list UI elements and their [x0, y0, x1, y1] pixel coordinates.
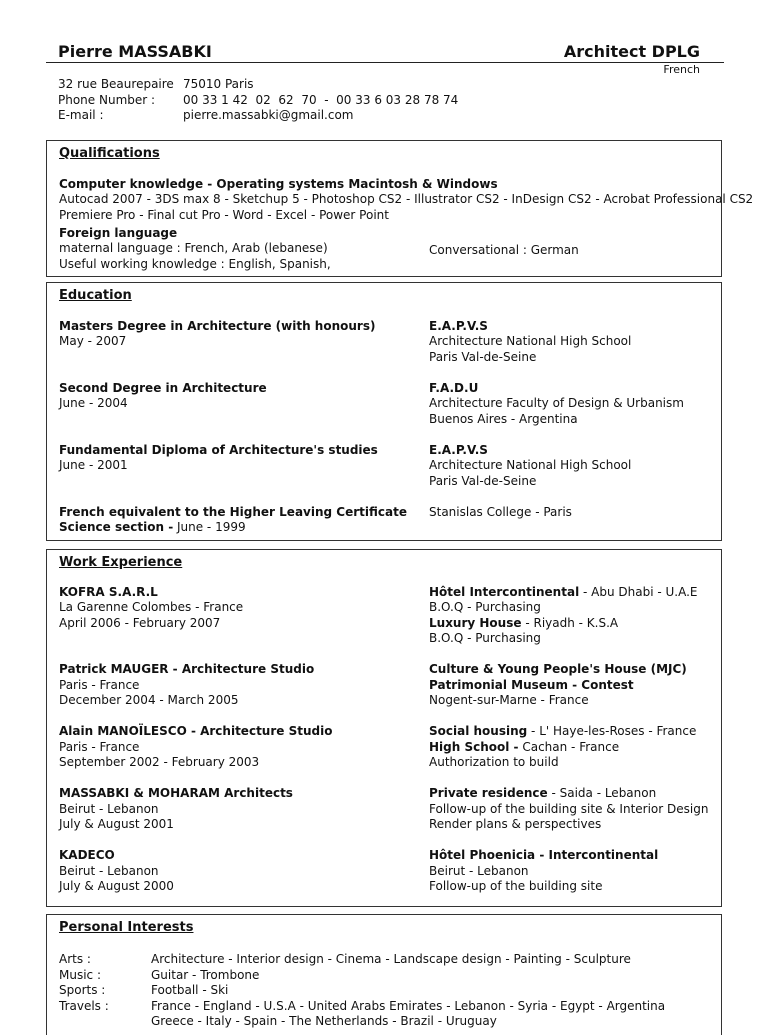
- nationality: French: [663, 63, 700, 76]
- email-label: E-mail :: [58, 108, 104, 122]
- work-dates: December 2004 - March 2005: [59, 693, 239, 707]
- project-name: Hôtel Phoenicia - Intercontinental: [429, 848, 659, 862]
- work-place: Paris - France: [59, 678, 140, 692]
- work-project-line: B.O.Q - Purchasing: [429, 600, 541, 614]
- candidate-name: Pierre MASSABKI: [58, 42, 212, 61]
- education-school-line: Buenos Aires - Argentina: [429, 412, 578, 426]
- phone-label: Phone Number :: [58, 93, 156, 107]
- project-name: Culture & Young People's House (MJC): [429, 662, 687, 676]
- conversational-language: Conversational : German: [429, 243, 579, 257]
- work-dates: September 2002 - February 2003: [59, 755, 260, 769]
- project-detail: - Saida - Lebanon: [547, 786, 657, 800]
- interest-label: Travels :: [59, 999, 109, 1013]
- work-dates: July & August 2001: [59, 817, 174, 831]
- work-dates: July & August 2000: [59, 879, 174, 893]
- education-section-label: Science section -: [59, 520, 174, 534]
- work-project-line: [429, 724, 696, 740]
- interest-label: Sports :: [59, 983, 106, 997]
- education-school-line: Architecture Faculty of Design & Urbanism: [429, 396, 684, 410]
- work-place: La Garenne Colombes - France: [59, 600, 244, 614]
- work-project-line: [429, 740, 619, 756]
- project-name: High School -: [429, 740, 519, 754]
- work-project-line: Nogent-sur-Marne - France: [429, 693, 589, 707]
- education-school-line: Architecture National High School: [429, 458, 632, 472]
- section-title-qualifications: Qualifications: [59, 146, 160, 161]
- project-detail: - Riyadh - K.S.A: [521, 616, 619, 630]
- education-school: Stanislas College - Paris: [429, 505, 572, 519]
- project-detail: Cachan - France: [518, 740, 620, 754]
- software-list-line-2: Premiere Pro - Final cut Pro - Word - Excel - Power Point: [59, 208, 389, 222]
- work-project-line: Render plans & perspectives: [429, 817, 602, 831]
- project-detail: - Abu Dhabi - U.A.E: [579, 585, 698, 599]
- education-school-line: Paris Val-de-Seine: [429, 350, 537, 364]
- education-degree: Masters Degree in Architecture (with honours): [59, 319, 376, 333]
- work-company: Patrick MAUGER - Architecture Studio: [59, 662, 315, 676]
- project-name: Social housing: [429, 724, 528, 738]
- job-title: Architect DPLG: [563, 42, 700, 61]
- education-degree: Second Degree in Architecture: [59, 381, 267, 395]
- maternal-language: maternal language : French, Arab (lebanese): [59, 241, 328, 255]
- education-degree: French equivalent to the Higher Leaving Certificate: [59, 505, 407, 519]
- useful-language: Useful working knowledge : English, Spanish,: [59, 257, 331, 271]
- personal-interests-section: [46, 914, 722, 1035]
- education-date: June - 1999: [173, 520, 246, 534]
- work-company: MASSABKI & MOHARAM Architects: [59, 786, 293, 800]
- interest-value: Football - Ski: [151, 983, 229, 997]
- foreign-language-heading: Foreign language: [59, 226, 178, 240]
- work-place: Paris - France: [59, 740, 140, 754]
- work-company: Alain MANOÏLESCO - Architecture Studio: [59, 724, 333, 738]
- address-value: 75010 Paris: [183, 77, 254, 91]
- interest-label: Arts :: [59, 952, 91, 966]
- project-name: Luxury House: [429, 616, 522, 630]
- interest-value: France - England - U.S.A - United Arabs Emirates - Lebanon - Syria - Egypt - Argentina: [151, 999, 666, 1013]
- work-project-line: Beirut - Lebanon: [429, 864, 529, 878]
- education-school: E.A.P.V.S: [429, 443, 488, 457]
- work-company: KOFRA S.A.R.L: [59, 585, 158, 599]
- email-value[interactable]: pierre.massabki@gmail.com: [183, 108, 354, 122]
- work-company: KADECO: [59, 848, 115, 862]
- work-experience-section: [46, 549, 722, 907]
- education-date: June - 2004: [59, 396, 128, 410]
- work-place: Beirut - Lebanon: [59, 864, 159, 878]
- project-name: Patrimonial Museum - Contest: [429, 678, 634, 692]
- education-section: [46, 282, 722, 541]
- work-project-line: Follow-up of the building site: [429, 879, 603, 893]
- education-degree: Fundamental Diploma of Architecture's studies: [59, 443, 378, 457]
- work-place: Beirut - Lebanon: [59, 802, 159, 816]
- qualifications-section: [46, 140, 754, 277]
- work-project-line: [429, 585, 698, 601]
- interest-label: Music :: [59, 968, 101, 982]
- education-school-line: Architecture National High School: [429, 334, 632, 348]
- project-name: Hôtel Intercontinental: [429, 585, 580, 599]
- work-project-line: [429, 616, 618, 632]
- project-detail: - L' Haye-les-Roses - France: [527, 724, 697, 738]
- education-school: E.A.P.V.S: [429, 319, 488, 333]
- section-title-work-experience: Work Experience: [59, 555, 183, 570]
- project-name: Private residence: [429, 786, 548, 800]
- interest-value: Architecture - Interior design - Cinema - Landscape design - Painting - Sculpture: [151, 952, 631, 966]
- interest-value: Guitar - Trombone: [151, 968, 260, 982]
- education-date-line: [59, 520, 246, 536]
- address-label: 32 rue Beaurepaire: [58, 77, 174, 91]
- education-school-line: Paris Val-de-Seine: [429, 474, 537, 488]
- education-date: June - 2001: [59, 458, 128, 472]
- work-project-line: Follow-up of the building site & Interior Design: [429, 802, 709, 816]
- software-list-line-1: Autocad 2007 - 3DS max 8 - Sketchup 5 - Photoshop CS2 - Illustrator CS2 - InDesign CS2 - Acrobat Professional CS2: [59, 192, 754, 206]
- education-date: May - 2007: [59, 334, 127, 348]
- phone-value: 00 33 1 42 02 62 70 - 00 33 6 03 28 78 74: [183, 93, 459, 107]
- work-project-line: [429, 786, 656, 802]
- work-dates: April 2006 - February 2007: [59, 616, 221, 630]
- section-title-personal-interests: Personal Interests: [59, 920, 194, 935]
- work-project-line: B.O.Q - Purchasing: [429, 631, 541, 645]
- work-project-line: Authorization to build: [429, 755, 559, 769]
- computer-knowledge-heading: Computer knowledge - Operating systems Macintosh & Windows: [59, 177, 498, 191]
- section-title-education: Education: [59, 288, 132, 303]
- education-school: F.A.D.U: [429, 381, 479, 395]
- interest-value: Greece - Italy - Spain - The Netherlands - Brazil - Uruguay: [151, 1014, 497, 1028]
- header-divider: [46, 62, 724, 63]
